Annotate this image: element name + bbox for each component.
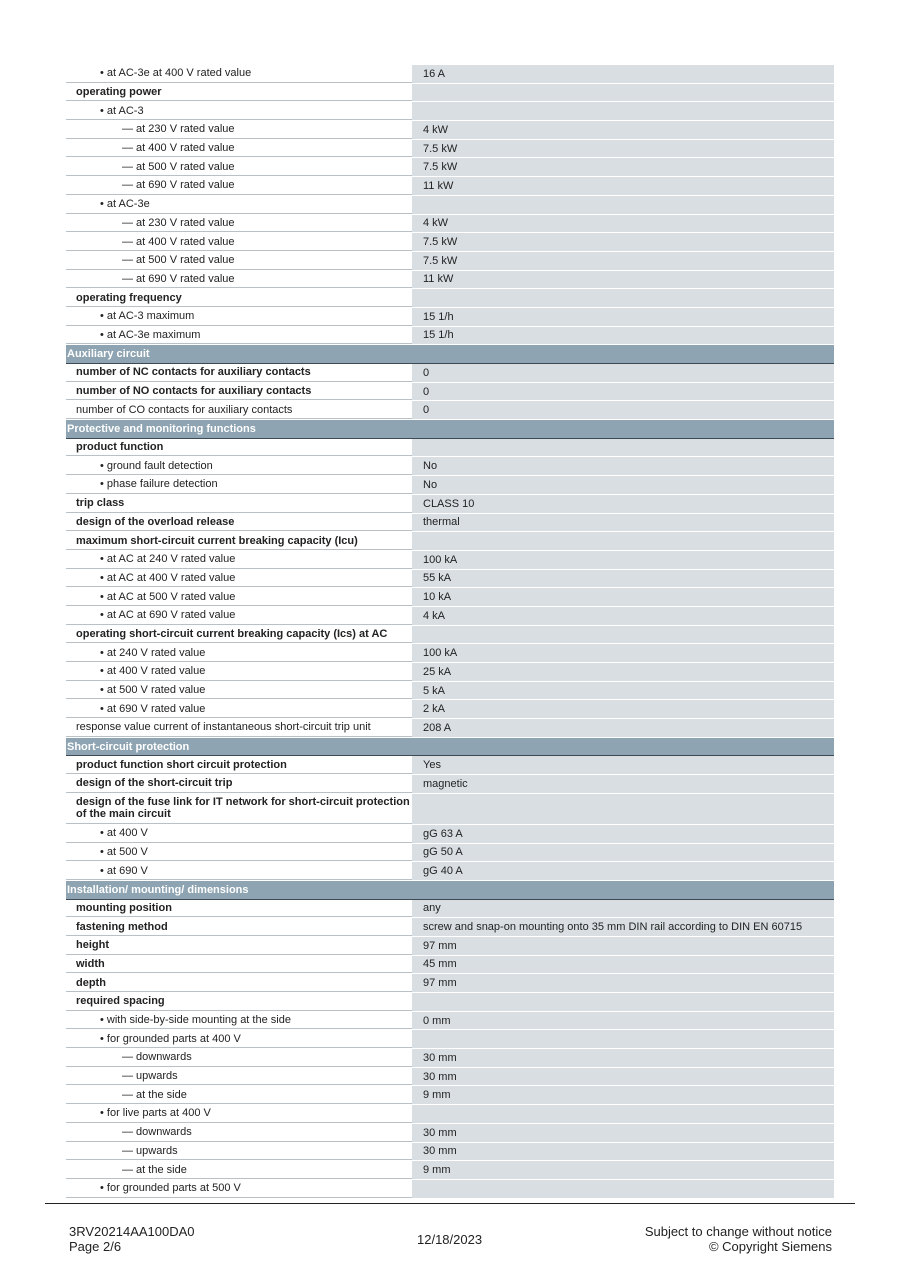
spec-table (66, 65, 834, 1199)
spec-row (66, 233, 834, 252)
spec-row (66, 514, 834, 533)
spec-row (66, 1068, 834, 1087)
spec-label: • at 240 V rated value (66, 644, 412, 662)
spec-label: trip class (66, 495, 412, 513)
spec-row (66, 551, 834, 570)
section-header (66, 420, 834, 439)
spec-label: depth (66, 974, 412, 992)
spec-value: 10 kA (412, 588, 834, 606)
spec-label: — at 500 V rated value (66, 158, 412, 176)
spec-row (66, 1030, 834, 1049)
spec-value: CLASS 10 (412, 495, 834, 513)
spec-value: 7.5 kW (412, 233, 834, 251)
spec-value: gG 63 A (412, 825, 834, 843)
footer-right (645, 1224, 832, 1254)
spec-label: product function short circuit protection (66, 756, 412, 774)
spec-row (66, 644, 834, 663)
spec-label: — downwards (66, 1124, 412, 1142)
spec-value: 0 (412, 364, 834, 382)
spec-value (412, 626, 834, 644)
spec-label: — at 690 V rated value (66, 271, 412, 289)
spec-value: 4 kW (412, 121, 834, 139)
spec-value: 97 mm (412, 974, 834, 992)
spec-row (66, 663, 834, 682)
spec-row (66, 794, 834, 825)
spec-value: 25 kA (412, 663, 834, 681)
spec-value: 30 mm (412, 1124, 834, 1142)
spec-label: fastening method (66, 918, 412, 936)
spec-value: 0 (412, 401, 834, 419)
spec-value: 7.5 kW (412, 252, 834, 270)
spec-row (66, 570, 834, 589)
spec-value: 55 kA (412, 570, 834, 588)
spec-row (66, 457, 834, 476)
spec-value (412, 102, 834, 120)
spec-label: • at AC at 400 V rated value (66, 570, 412, 588)
spec-value: gG 40 A (412, 862, 834, 880)
spec-row (66, 1161, 834, 1180)
spec-row (66, 327, 834, 346)
spec-value: 11 kW (412, 271, 834, 289)
spec-value: 5 kA (412, 682, 834, 700)
spec-label: — downwards (66, 1049, 412, 1067)
section-header (66, 738, 834, 757)
spec-value: 15 1/h (412, 327, 834, 345)
spec-row (66, 900, 834, 919)
spec-label: — at 500 V rated value (66, 252, 412, 270)
spec-value: 16 A (412, 65, 834, 83)
spec-row (66, 825, 834, 844)
spec-value: magnetic (412, 775, 834, 793)
spec-label: product function (66, 439, 412, 457)
spec-row (66, 844, 834, 863)
spec-label: design of the short-circuit trip (66, 775, 412, 793)
page-number: Page 2/6 (69, 1239, 122, 1254)
spec-label: — upwards (66, 1068, 412, 1086)
spec-value (412, 1030, 834, 1048)
spec-value: No (412, 457, 834, 475)
copyright: © Copyright Siemens (708, 1239, 832, 1254)
spec-row (66, 140, 834, 159)
spec-label: • for live parts at 400 V (66, 1105, 412, 1123)
spec-label: operating short-circuit current breaking capacity (Ics) at AC (66, 626, 412, 644)
spec-row (66, 102, 834, 121)
spec-label: number of NC contacts for auxiliary contacts (66, 364, 412, 382)
spec-label: • at 500 V rated value (66, 682, 412, 700)
spec-label: • at AC at 690 V rated value (66, 607, 412, 625)
spec-row (66, 626, 834, 645)
spec-label: response value current of instantaneous short-circuit trip unit (66, 719, 412, 737)
spec-label: • at AC at 240 V rated value (66, 551, 412, 569)
spec-label: • at AC at 500 V rated value (66, 588, 412, 606)
spec-value: 4 kW (412, 215, 834, 233)
spec-row (66, 308, 834, 327)
footer-date: 12/18/2023 (417, 1232, 483, 1247)
spec-row (66, 252, 834, 271)
spec-value (412, 993, 834, 1011)
spec-value: 9 mm (412, 1086, 834, 1104)
spec-row (66, 682, 834, 701)
spec-row (66, 1086, 834, 1105)
spec-row (66, 775, 834, 794)
spec-value: 30 mm (412, 1143, 834, 1161)
spec-label: • for grounded parts at 400 V (66, 1030, 412, 1048)
spec-row (66, 476, 834, 495)
spec-label: • at 690 V (66, 862, 412, 880)
spec-row (66, 588, 834, 607)
spec-row (66, 271, 834, 290)
spec-value: 97 mm (412, 937, 834, 955)
spec-row (66, 196, 834, 215)
spec-label: width (66, 956, 412, 974)
section-title: Protective and monitoring functions (67, 422, 256, 435)
footer-divider (45, 1203, 855, 1204)
section-header (66, 345, 834, 364)
spec-value (412, 289, 834, 307)
spec-value: 9 mm (412, 1161, 834, 1179)
spec-label: — at the side (66, 1161, 412, 1179)
spec-value (412, 794, 834, 824)
spec-value: 45 mm (412, 956, 834, 974)
spec-row (66, 383, 834, 402)
spec-label: • at AC-3 (66, 102, 412, 120)
spec-value: gG 50 A (412, 844, 834, 862)
spec-row (66, 918, 834, 937)
spec-value: 7.5 kW (412, 140, 834, 158)
spec-row (66, 158, 834, 177)
spec-row (66, 84, 834, 103)
spec-label: operating power (66, 84, 412, 102)
spec-value: 2 kA (412, 700, 834, 718)
spec-row (66, 993, 834, 1012)
spec-value (412, 532, 834, 550)
spec-label: required spacing (66, 993, 412, 1011)
spec-value: 30 mm (412, 1049, 834, 1067)
spec-label: • for grounded parts at 500 V (66, 1180, 412, 1198)
spec-label: — at 230 V rated value (66, 215, 412, 233)
spec-value (412, 196, 834, 214)
spec-label: mounting position (66, 900, 412, 918)
spec-label: — at 690 V rated value (66, 177, 412, 195)
spec-row (66, 1143, 834, 1162)
spec-row (66, 289, 834, 308)
spec-label: — at 400 V rated value (66, 140, 412, 158)
spec-value (412, 1180, 834, 1198)
spec-value: 208 A (412, 719, 834, 737)
spec-value: 15 1/h (412, 308, 834, 326)
spec-row (66, 495, 834, 514)
spec-value: 7.5 kW (412, 158, 834, 176)
spec-row (66, 719, 834, 738)
spec-row (66, 1180, 834, 1199)
spec-value (412, 439, 834, 457)
spec-label: • at 690 V rated value (66, 700, 412, 718)
spec-label: • at AC-3e at 400 V rated value (66, 65, 412, 83)
spec-label: • at 500 V (66, 844, 412, 862)
spec-value: 0 mm (412, 1012, 834, 1030)
spec-value: 11 kW (412, 177, 834, 195)
spec-value: No (412, 476, 834, 494)
spec-row (66, 937, 834, 956)
section-title: Auxiliary circuit (67, 348, 150, 361)
section-title: Installation/ mounting/ dimensions (67, 883, 249, 896)
change-notice: Subject to change without notice (644, 1224, 832, 1239)
spec-row (66, 121, 834, 140)
spec-value: 100 kA (412, 551, 834, 569)
spec-value: Yes (412, 756, 834, 774)
spec-label: • phase failure detection (66, 476, 412, 494)
spec-label: — upwards (66, 1143, 412, 1161)
spec-row (66, 1105, 834, 1124)
section-header (66, 881, 834, 900)
spec-value: 4 kA (412, 607, 834, 625)
section-title: Short-circuit protection (67, 740, 190, 753)
spec-value: any (412, 900, 834, 918)
spec-row (66, 1049, 834, 1068)
spec-label: — at 400 V rated value (66, 233, 412, 251)
spec-value: 30 mm (412, 1068, 834, 1086)
spec-label: operating frequency (66, 289, 412, 307)
spec-label: — at the side (66, 1086, 412, 1104)
spec-row (66, 65, 834, 84)
spec-row (66, 439, 834, 458)
spec-row (66, 862, 834, 881)
spec-label: maximum short-circuit current breaking capacity (Icu) (66, 532, 412, 550)
spec-value: 0 (412, 383, 834, 401)
spec-row (66, 956, 834, 975)
spec-label: • at 400 V (66, 825, 412, 843)
spec-value: 100 kA (412, 644, 834, 662)
spec-label: design of the overload release (66, 514, 412, 532)
spec-label: • at AC-3e (66, 196, 412, 214)
spec-row (66, 401, 834, 420)
spec-row (66, 215, 834, 234)
spec-row (66, 607, 834, 626)
spec-row (66, 700, 834, 719)
spec-label: • at AC-3 maximum (66, 308, 412, 326)
spec-label: — at 230 V rated value (66, 121, 412, 139)
spec-label: • at AC-3e maximum (66, 327, 412, 345)
spec-row (66, 532, 834, 551)
spec-label: number of NO contacts for auxiliary contacts (66, 383, 412, 401)
spec-value (412, 1105, 834, 1123)
spec-label: • at 400 V rated value (66, 663, 412, 681)
spec-row (66, 974, 834, 993)
spec-row (66, 364, 834, 383)
spec-value (412, 84, 834, 102)
spec-label: • ground fault detection (66, 457, 412, 475)
spec-row (66, 756, 834, 775)
article-number: 3RV20214AA100DA0 (69, 1224, 195, 1239)
spec-label: • with side-by-side mounting at the side (66, 1012, 412, 1030)
spec-label: number of CO contacts for auxiliary contacts (66, 401, 412, 419)
spec-row (66, 1012, 834, 1031)
spec-row (66, 177, 834, 196)
spec-row (66, 1124, 834, 1143)
footer-left (69, 1224, 195, 1254)
spec-value: thermal (412, 514, 834, 532)
spec-label: height (66, 937, 412, 955)
spec-value: screw and snap-on mounting onto 35 mm DIN rail according to DIN EN 60715 (412, 918, 834, 936)
spec-label: design of the fuse link for IT network for short-circuit protection of the main circuit (66, 794, 412, 824)
